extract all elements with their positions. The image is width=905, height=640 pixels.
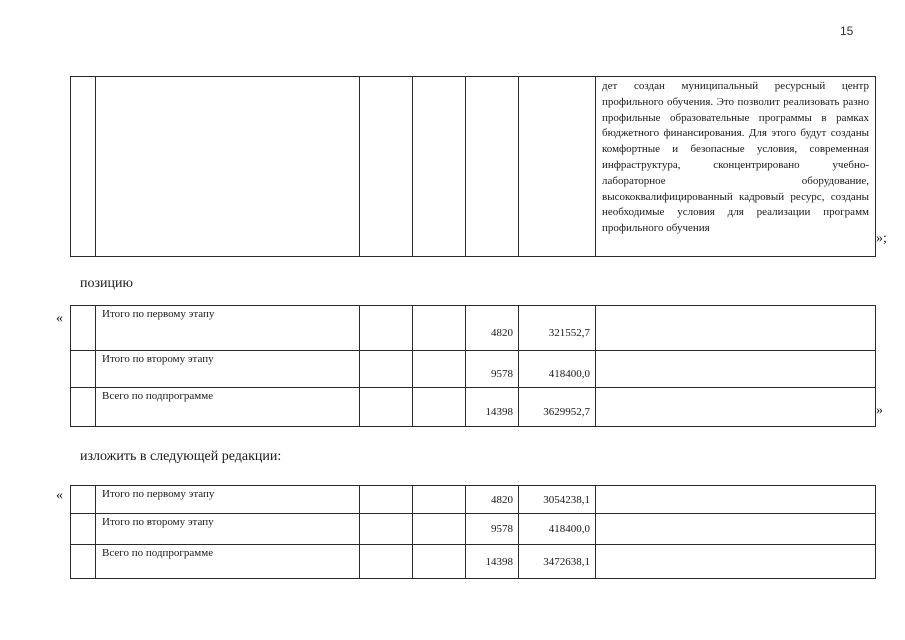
row-count: 14398 <box>466 388 519 427</box>
row-label: Итого по первому этапу <box>96 306 360 351</box>
row-label: Итого по первому этапу <box>96 486 360 514</box>
table-cell <box>96 77 360 257</box>
row-amount: 418400,0 <box>519 514 596 545</box>
text-new-edition: изложить в следующей редакции: <box>80 449 282 464</box>
text-position: позицию <box>80 276 133 291</box>
row-count: 4820 <box>466 306 519 351</box>
closing-mark: »; <box>876 231 887 246</box>
table-cell <box>466 77 519 257</box>
old-totals-table <box>70 305 876 427</box>
row-label: Всего по подпрограмме <box>96 388 360 427</box>
table-cell <box>413 77 466 257</box>
table-row <box>71 486 876 514</box>
description-cell: дет создан муниципальный ресурсный центр профильного обучения. Это позволит реализовать разно профильные образовательные программы в рамках бюджетного финансирования. Для этого будут созданы комфортные и безопасные условия, современная инфраструктура, сконцентрировано учебно-лабораторное оборудование, высококвалифицированный кадровый ресурс, созданы необходимые условия для реализации программ профильного обучения <box>596 77 876 257</box>
new-totals-table <box>70 485 876 579</box>
table-row <box>71 545 876 579</box>
table-row <box>71 306 876 351</box>
table-row <box>71 351 876 388</box>
table-cell <box>519 77 596 257</box>
table-row <box>71 388 876 427</box>
row-count: 14398 <box>466 545 519 579</box>
table-cell <box>360 77 413 257</box>
row-count: 4820 <box>466 486 519 514</box>
row-amount: 418400,0 <box>519 351 596 388</box>
row-count: 9578 <box>466 351 519 388</box>
page-number: 15 <box>840 24 854 38</box>
open-quote: « <box>56 488 63 503</box>
row-amount: 3629952,7 <box>519 388 596 427</box>
row-label: Всего по подпрограмме <box>96 545 360 579</box>
row-label: Итого по второму этапу <box>96 351 360 388</box>
open-quote: « <box>56 311 63 326</box>
row-amount: 3054238,1 <box>519 486 596 514</box>
top-table <box>70 76 876 257</box>
row-amount: 321552,7 <box>519 306 596 351</box>
row-label: Итого по второму этапу <box>96 514 360 545</box>
table-cell <box>71 77 96 257</box>
row-amount: 3472638,1 <box>519 545 596 579</box>
close-quote: » <box>876 403 883 418</box>
table-row <box>71 514 876 545</box>
row-count: 9578 <box>466 514 519 545</box>
